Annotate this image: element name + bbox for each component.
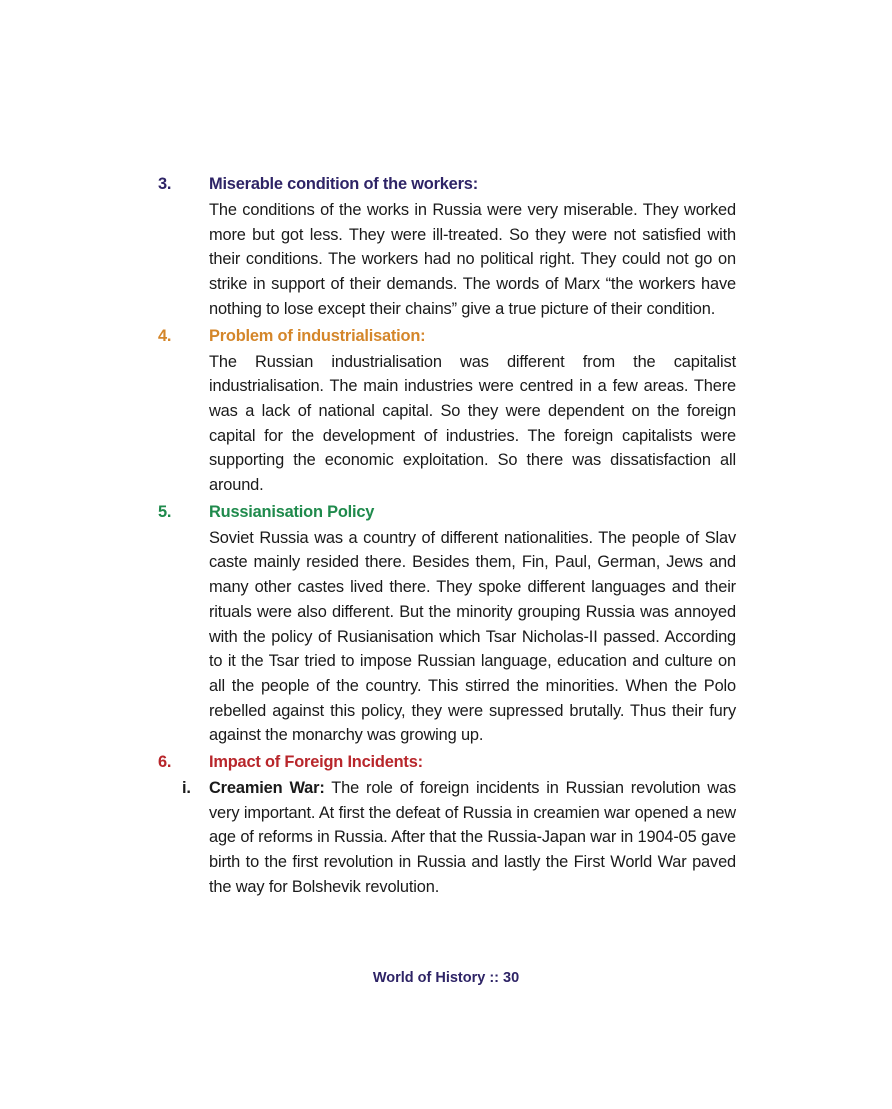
- paragraph: Soviet Russia was a country of different nationalities. The people of Slav caste mainly resided there. Besides them, Fin, Paul, German, Jews and many other castes lived there. They spoke different languages and their rituals were also different. But the minority grouping Russia was annoyed with the policy of Rusianisation which Tsar Nicholas-II passed. According to it the Tsar tried to impose Russian language, education and culture on all the people of the country. This stirred the minorities. When the Polo rebelled against this policy, they were supressed brutally. Thus their fury against the monarchy was growing up.: [209, 528, 736, 745]
- section-number: 3.: [158, 175, 172, 193]
- section-heading: [158, 498, 736, 526]
- section-body: [209, 350, 736, 498]
- section-number: 6.: [158, 753, 172, 772]
- section-number: 5.: [158, 502, 172, 521]
- section-miserable-condition: [158, 170, 736, 322]
- subitem-body: The role of foreign incidents in Russian revolution was very important. At first the defeat of Russia in creamien war opened a new age of reforms in Russia. After that the Russia-Japan war in 1904-05 gave birth to the first revolution in Russia and lastly the First World War paved the way for Bolshevik revolution.: [209, 779, 736, 896]
- page-footer: World of History :: 30: [372, 970, 520, 986]
- section-foreign-incidents: [158, 748, 736, 900]
- section-number: 4.: [158, 326, 172, 345]
- page-content: [158, 170, 736, 900]
- paragraph: The Russian industrialisation was different from the capitalist industrialisation. The main industries were centred in a few areas. There was a lack of national capital. So they were dependent on the foreign capital for the development of industries. The foreign capitalists were supporting the economic exploitation. So there was dissatisfaction all around.: [209, 352, 736, 495]
- section-title: Problem of industrialisation:: [209, 326, 426, 345]
- section-industrialisation: [158, 322, 736, 498]
- section-title: Miserable condition of the workers:: [209, 175, 478, 193]
- section-title: Impact of Foreign Incidents:: [209, 753, 423, 772]
- subitem-lead: Creamien War:: [209, 779, 325, 798]
- section-heading: [158, 748, 736, 776]
- section-heading: [158, 322, 736, 350]
- subitem-creamien-war: [182, 776, 736, 900]
- section-body: [209, 198, 736, 322]
- section-body: [209, 526, 736, 748]
- paragraph: The conditions of the works in Russia were very miserable. They worked more but got less. They were ill-treated. So they were not satisfied with their conditions. The workers had no political right. They could not go on strike in support of their demands. The words of Marx “the workers have nothing to lose except their chains” give a true picture of their condition.: [209, 201, 736, 318]
- section-russianisation-policy: [158, 498, 736, 748]
- section-title: Russianisation Policy: [209, 502, 375, 521]
- subitem-marker: i.: [182, 779, 191, 798]
- section-heading: [158, 170, 736, 198]
